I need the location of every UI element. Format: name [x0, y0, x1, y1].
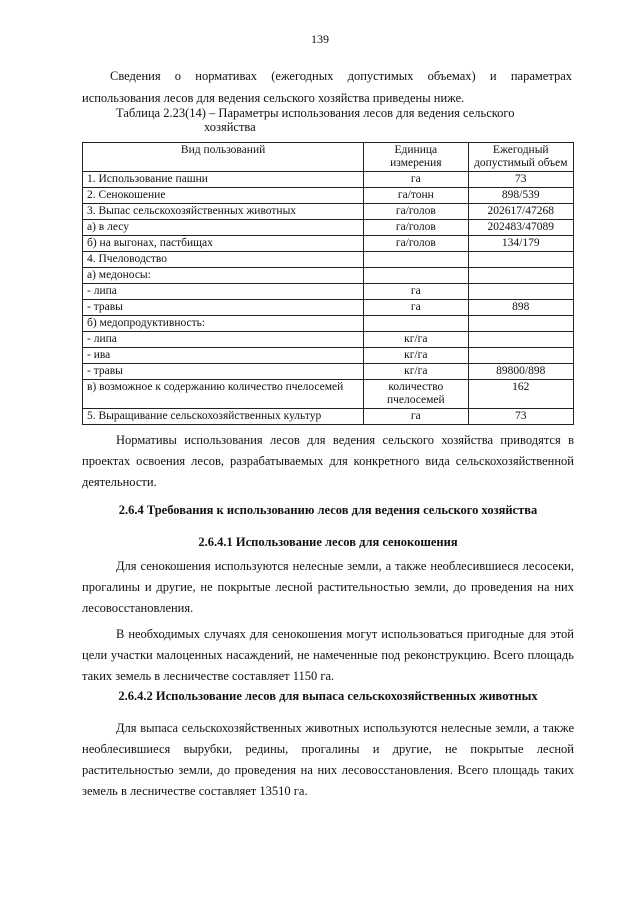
parameters-table — [82, 142, 574, 425]
cell-unit: га — [364, 172, 468, 188]
cell-volume — [468, 268, 573, 284]
cell-kind: б) на выгонах, пастбищах — [83, 236, 364, 252]
header-volume: Ежегодный допустимый объем — [468, 143, 573, 172]
cell-volume: 73 — [468, 172, 573, 188]
cell-unit: га — [364, 300, 468, 316]
page-number: 139 — [311, 32, 329, 46]
table-row — [83, 236, 574, 252]
table-row — [83, 252, 574, 268]
cell-unit: га/голов — [364, 236, 468, 252]
table-row — [83, 188, 574, 204]
cell-kind: а) в лесу — [83, 220, 364, 236]
table-header-row — [83, 143, 574, 172]
cell-kind: 1. Использование пашни — [83, 172, 364, 188]
cell-volume: 134/179 — [468, 236, 573, 252]
cell-unit — [364, 268, 468, 284]
cell-kind: - травы — [83, 300, 364, 316]
table-row — [83, 332, 574, 348]
cell-unit: га/голов — [364, 204, 468, 220]
table-row — [83, 268, 574, 284]
table-row — [83, 380, 574, 409]
cell-kind: в) возможное к содержанию количество пчелосемей — [83, 380, 364, 409]
cell-volume: 898 — [468, 300, 573, 316]
cell-kind: - ива — [83, 348, 364, 364]
section-heading-2-6-4: 2.6.4 Требования к использованию лесов для ведения сельского хозяйства — [118, 503, 538, 517]
norms-paragraph: Нормативы использования лесов для ведения сельского хозяйства приводятся в проектах освоения лесов, разрабатываемых для конкретного вида сельскохозяйственной деятельности. — [82, 433, 574, 489]
cell-volume: 202617/47268 — [468, 204, 573, 220]
header-unit: Единица измерения — [364, 143, 468, 172]
cell-volume: 898/539 — [468, 188, 573, 204]
table-caption-line2: хозяйства — [204, 120, 256, 134]
cell-volume: 162 — [468, 380, 573, 409]
cell-unit: кг/га — [364, 348, 468, 364]
cell-volume — [468, 316, 573, 332]
table-row — [83, 220, 574, 236]
cell-kind: а) медоносы: — [83, 268, 364, 284]
cell-volume — [468, 252, 573, 268]
header-kind: Вид пользований — [83, 143, 364, 172]
cell-kind: 4. Пчеловодство — [83, 252, 364, 268]
table-row — [83, 348, 574, 364]
table-row — [83, 316, 574, 332]
hay-paragraph-2: В необходимых случаях для сенокошения могут использоваться пригодные для этой цели участки малоценных насаждений, не намеченные под реконструкцию. Всего площадь таких земель в лесничестве составляет 1150 га. — [82, 627, 574, 683]
cell-kind: б) медопродуктивность: — [83, 316, 364, 332]
table-row — [83, 409, 574, 425]
grazing-paragraph: Для выпаса сельскохозяйственных животных используются нелесные земли, а также необлесившиеся вырубки, редины, прогалины и другие, не покрытые лесной растительностью земли, до проведения на них лесовосстановления. Всего площадь таких земель в лесничестве составляет 13510 га. — [82, 721, 574, 798]
cell-volume — [468, 332, 573, 348]
cell-unit — [364, 316, 468, 332]
cell-kind: - липа — [83, 332, 364, 348]
cell-kind: 3. Выпас сельскохозяйственных животных — [83, 204, 364, 220]
table-row — [83, 364, 574, 380]
table-row — [83, 284, 574, 300]
cell-volume: 89800/898 — [468, 364, 573, 380]
table-row — [83, 300, 574, 316]
cell-unit: га — [364, 284, 468, 300]
cell-kind: 2. Сенокошение — [83, 188, 364, 204]
cell-kind: 5. Выращивание сельскохозяйственных культур — [83, 409, 364, 425]
cell-kind: - липа — [83, 284, 364, 300]
intro-paragraph: Сведения о нормативах (ежегодных допустимых объемах) и параметрах использования лесов для ведения сельского хозяйства приведены ниже. — [82, 69, 572, 105]
cell-unit: га/тонн — [364, 188, 468, 204]
cell-volume: 202483/47089 — [468, 220, 573, 236]
table-row — [83, 204, 574, 220]
cell-unit: га — [364, 409, 468, 425]
cell-volume — [468, 284, 573, 300]
cell-volume — [468, 348, 573, 364]
cell-unit: кг/га — [364, 332, 468, 348]
table-body — [83, 172, 574, 425]
cell-unit: га/голов — [364, 220, 468, 236]
section-heading-2-6-4-2: 2.6.4.2 Использование лесов для выпаса сельскохозяйственных животных — [118, 689, 538, 703]
table-caption — [116, 106, 556, 134]
table-caption-line1: Таблица 2.23(14) – Параметры использования лесов для ведения сельского — [116, 106, 515, 120]
table-row — [83, 172, 574, 188]
cell-unit: количество пчелосемей — [364, 380, 468, 409]
cell-volume: 73 — [468, 409, 573, 425]
section-heading-2-6-4-1: 2.6.4.1 Использование лесов для сенокошения — [198, 535, 458, 549]
cell-kind: - травы — [83, 364, 364, 380]
hay-paragraph-1: Для сенокошения используются нелесные земли, а также необлесившиеся лесосеки, прогалины и другие, не покрытые лесной растительностью земли, до проведения на них лесовосстановления. — [82, 559, 574, 615]
cell-unit — [364, 252, 468, 268]
cell-unit: кг/га — [364, 364, 468, 380]
